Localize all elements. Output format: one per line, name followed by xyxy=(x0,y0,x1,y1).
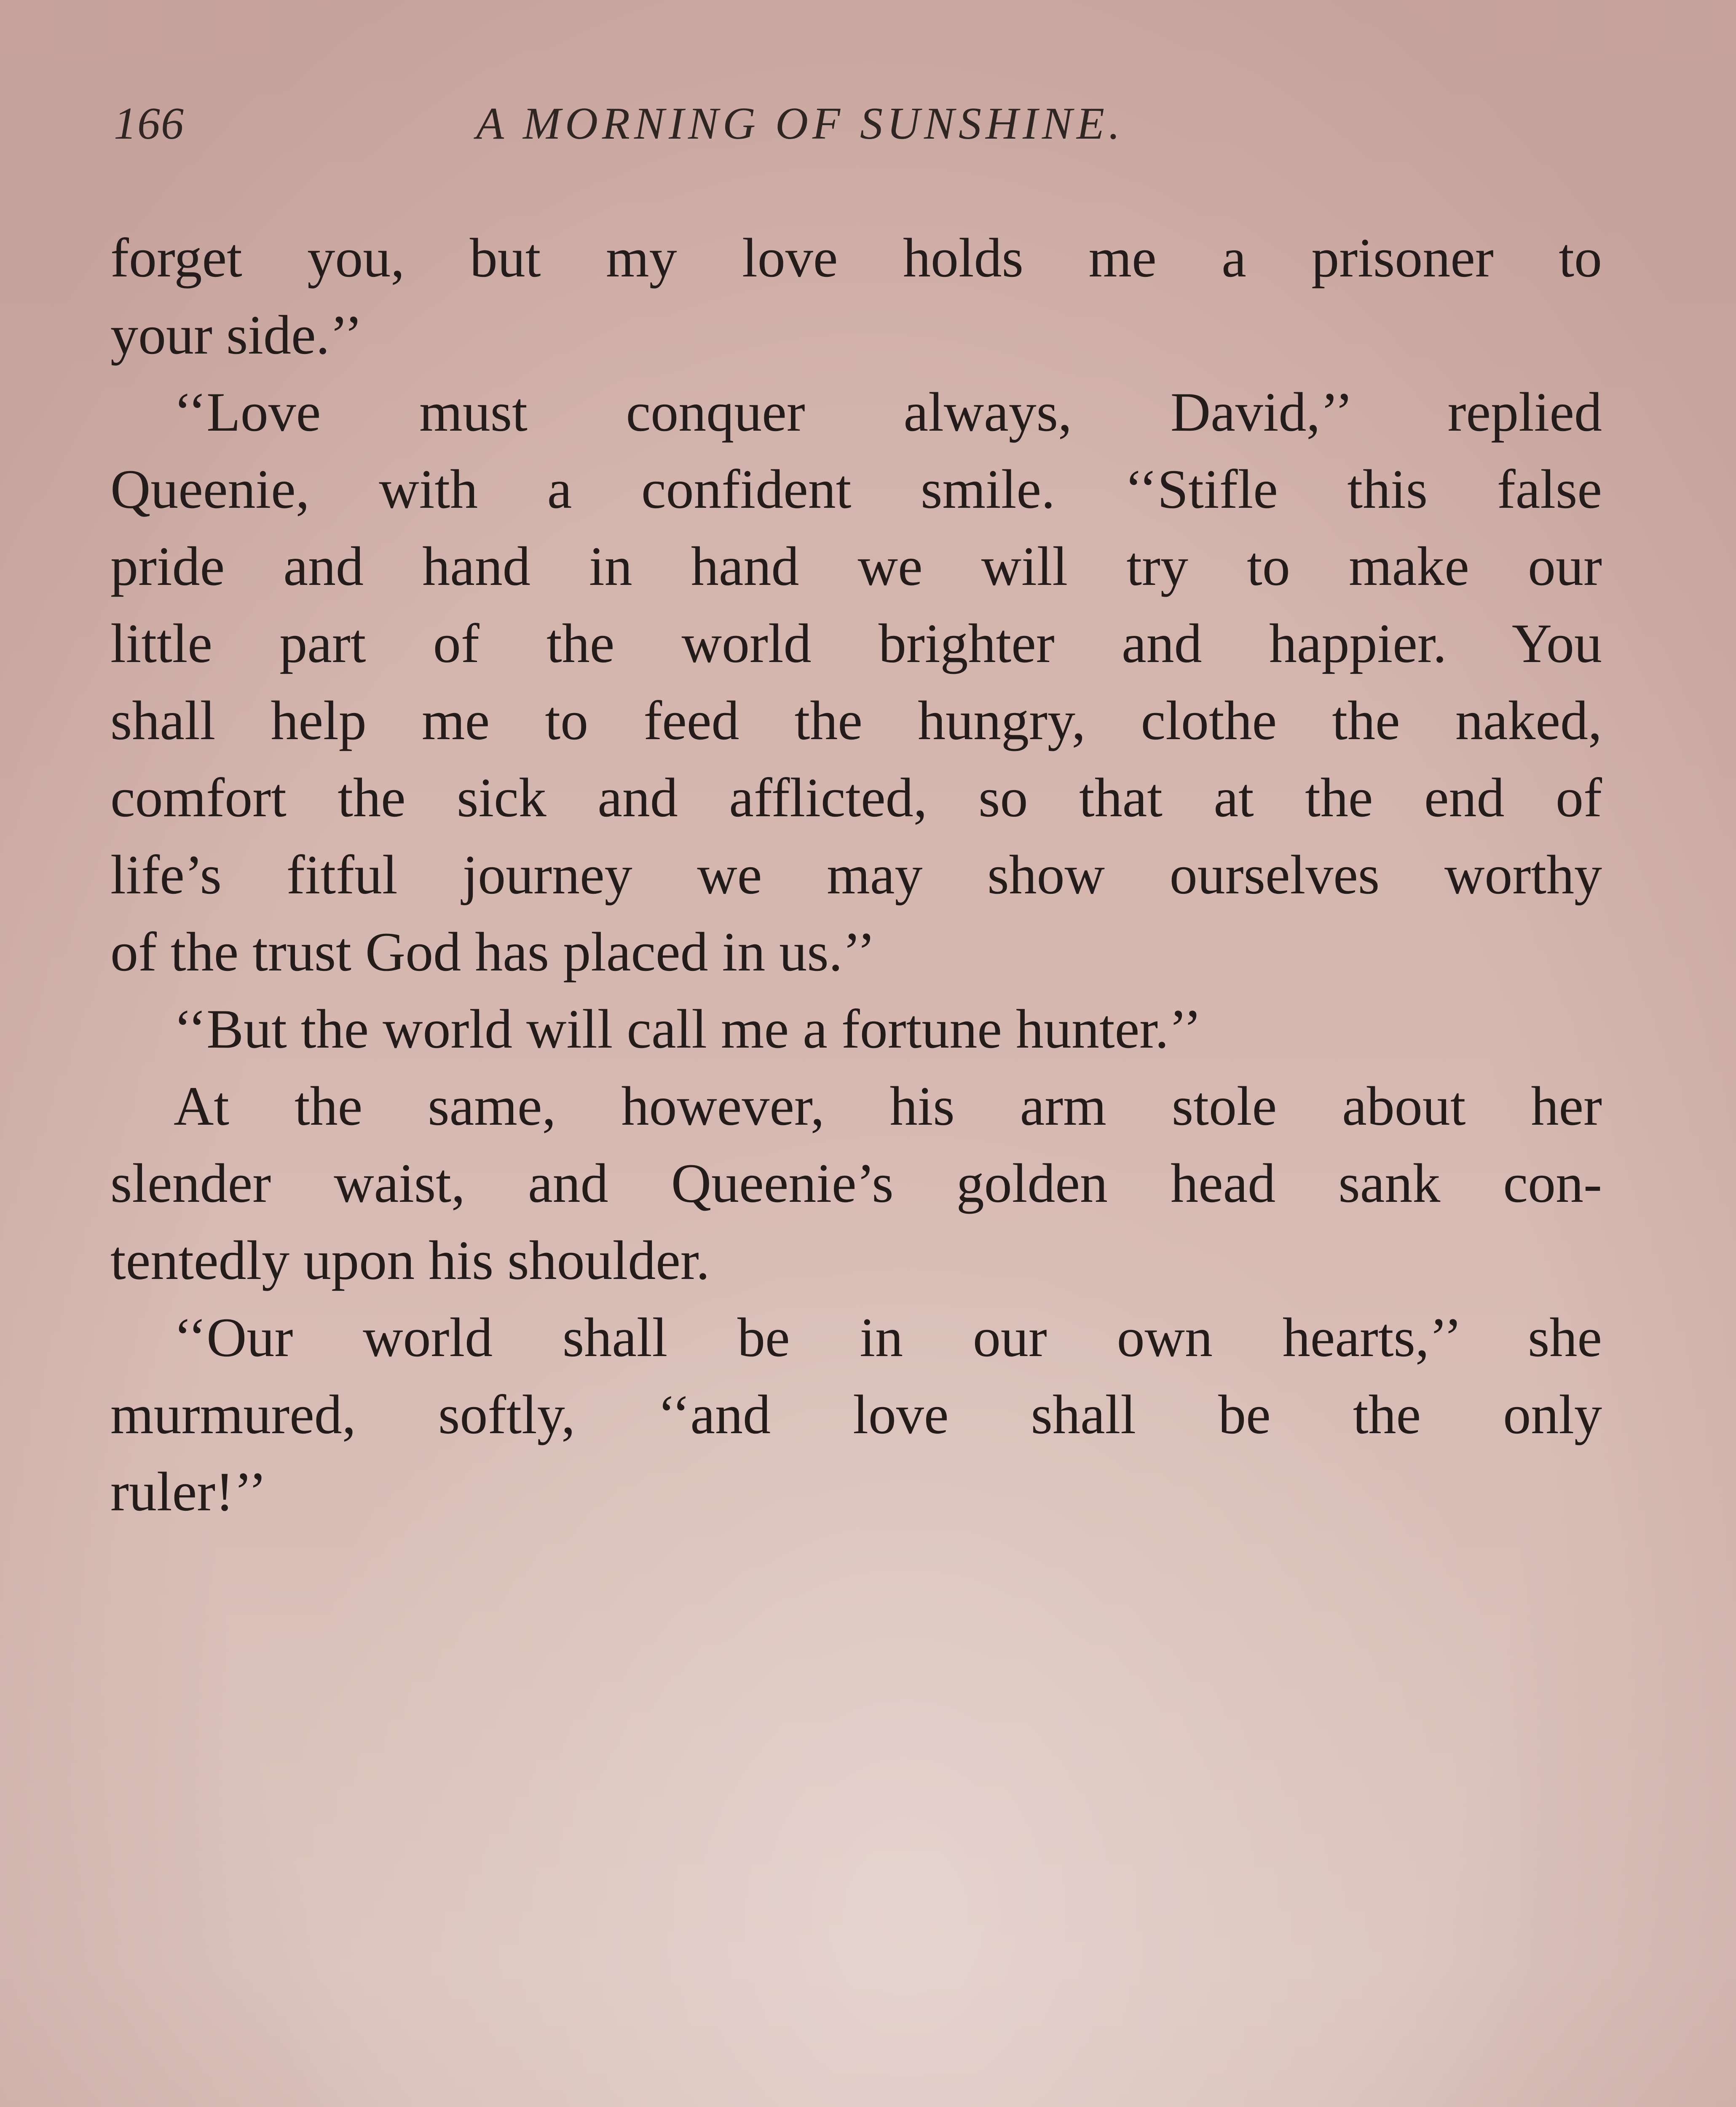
text-line: forget you, but my love holds me a prisoner to xyxy=(110,227,1602,289)
text-line: tentedly upon his shoulder. xyxy=(110,1229,710,1291)
text-line: pride and hand in hand we will try to make our xyxy=(110,535,1602,597)
text-line: At the same, however, his arm stole about her xyxy=(174,1075,1602,1137)
text-line: slender waist, and Queenie’s golden head sank con- xyxy=(110,1152,1602,1214)
text-line: shall help me to feed the hungry, clothe the naked, xyxy=(110,689,1602,751)
page-number: 166 xyxy=(114,99,185,149)
text-line: ‘‘Love must conquer always, David,’’ replied xyxy=(174,381,1602,443)
text-line: of the trust God has placed in us.’’ xyxy=(110,921,876,983)
text-line: ruler!’’ xyxy=(110,1461,267,1523)
text-line: Queenie, with a confident smile. ‘‘Stifle this false xyxy=(110,458,1602,520)
text-line: murmured, softly, ‘‘and love shall be the only xyxy=(110,1383,1602,1445)
text-line: little part of the world brighter and happier. You xyxy=(110,612,1602,674)
body-text xyxy=(110,219,1602,1530)
text-line: life’s fitful journey we may show ourselves worthy xyxy=(110,844,1602,906)
text-line: ‘‘Our world shall be in our own hearts,’’ she xyxy=(174,1306,1602,1368)
text-line: your side.’’ xyxy=(110,304,363,366)
text-line: ‘‘But the world will call me a fortune hunter.’’ xyxy=(174,998,1202,1060)
running-head: A MORNING OF SUNSHINE. xyxy=(476,99,1124,149)
page-header xyxy=(114,98,1605,157)
text-line: comfort the sick and afflicted, so that at the end of xyxy=(110,767,1602,828)
